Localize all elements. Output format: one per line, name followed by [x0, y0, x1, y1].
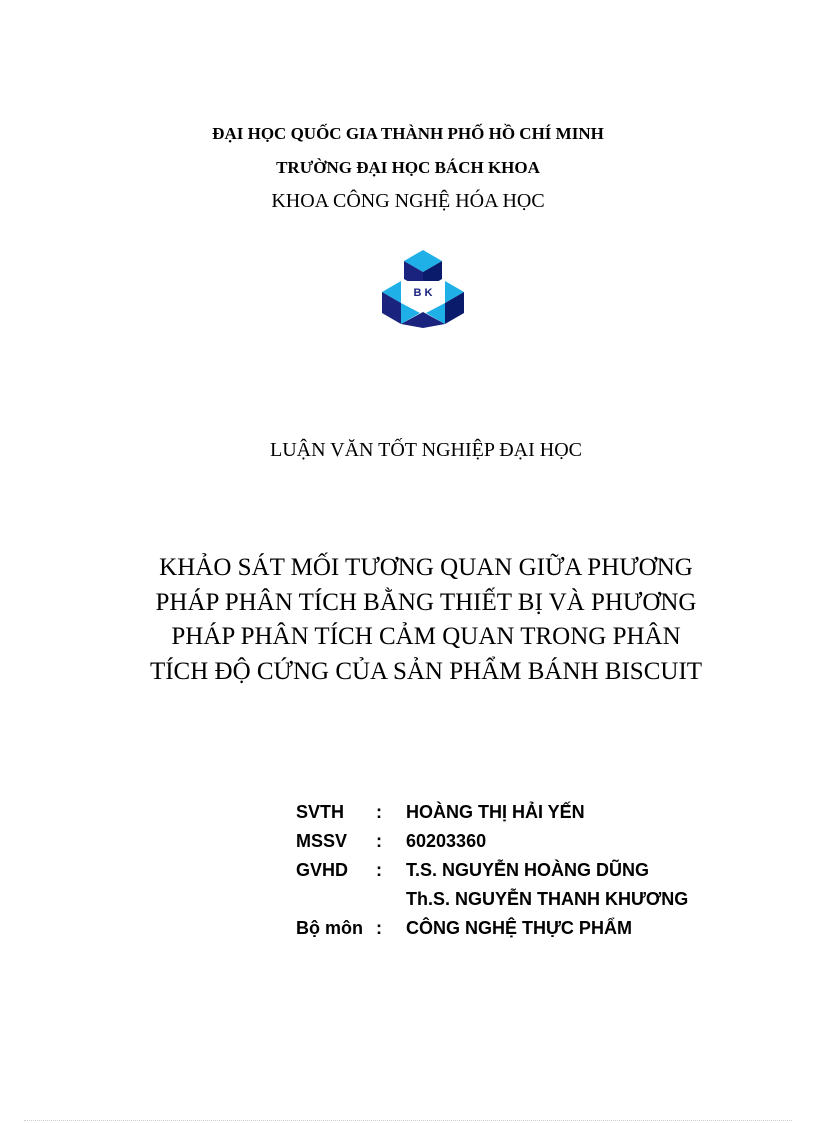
thesis-title — [100, 551, 752, 689]
info-colon: : — [376, 918, 382, 938]
info-value: 60203360 — [406, 831, 487, 851]
info-value: CÔNG NGHỆ THỰC PHẨM — [406, 918, 632, 938]
info-value: HOÀNG THỊ HẢI YẾN — [406, 802, 585, 822]
school-name: TRƯỜNG ĐẠI HỌC BÁCH KHOA — [276, 158, 540, 177]
title-line: PHÁP PHÂN TÍCH BẰNG THIẾT BỊ VÀ PHƯƠNG — [155, 588, 697, 616]
info-row-gvhd — [296, 856, 688, 885]
info-label: MSSV — [296, 831, 348, 851]
info-row-svth — [296, 798, 688, 827]
title-line: TÍCH ĐỘ CỨNG CỦA SẢN PHẨM BÁNH BISCUIT — [149, 657, 703, 685]
university-name: ĐẠI HỌC QUỐC GIA THÀNH PHỐ HỒ CHÍ MINH — [212, 124, 604, 143]
info-colon: : — [376, 831, 382, 851]
thesis-type: LUẬN VĂN TỐT NGHIỆP ĐẠI HỌC — [269, 439, 583, 461]
logo-text: B K — [413, 287, 433, 299]
title-line: PHÁP PHÂN TÍCH CẢM QUAN TRONG PHÂN — [171, 623, 681, 650]
university-logo — [382, 250, 464, 328]
info-row-mssv — [296, 827, 688, 856]
student-info — [296, 798, 688, 943]
info-label — [296, 885, 376, 914]
faculty-name: KHOA CÔNG NGHỆ HÓA HỌC — [271, 190, 545, 212]
info-value: T.S. NGUYỄN HOÀNG DŨNG — [406, 860, 650, 880]
info-label: SVTH — [296, 802, 345, 822]
info-row-gvhd-2 — [296, 885, 688, 914]
title-line: KHẢO SÁT MỐI TƯƠNG QUAN GIỮA PHƯƠNG — [159, 554, 693, 581]
info-label: Bộ môn — [296, 918, 363, 938]
info-colon: : — [376, 802, 382, 822]
info-row-bo-mon — [296, 914, 688, 943]
info-label: GVHD — [296, 860, 349, 880]
info-colon: : — [376, 860, 382, 880]
info-value: Th.S. NGUYỄN THANH KHƯƠNG — [406, 889, 689, 909]
page-bottom-border — [24, 1120, 792, 1121]
info-colon-empty — [376, 885, 406, 914]
